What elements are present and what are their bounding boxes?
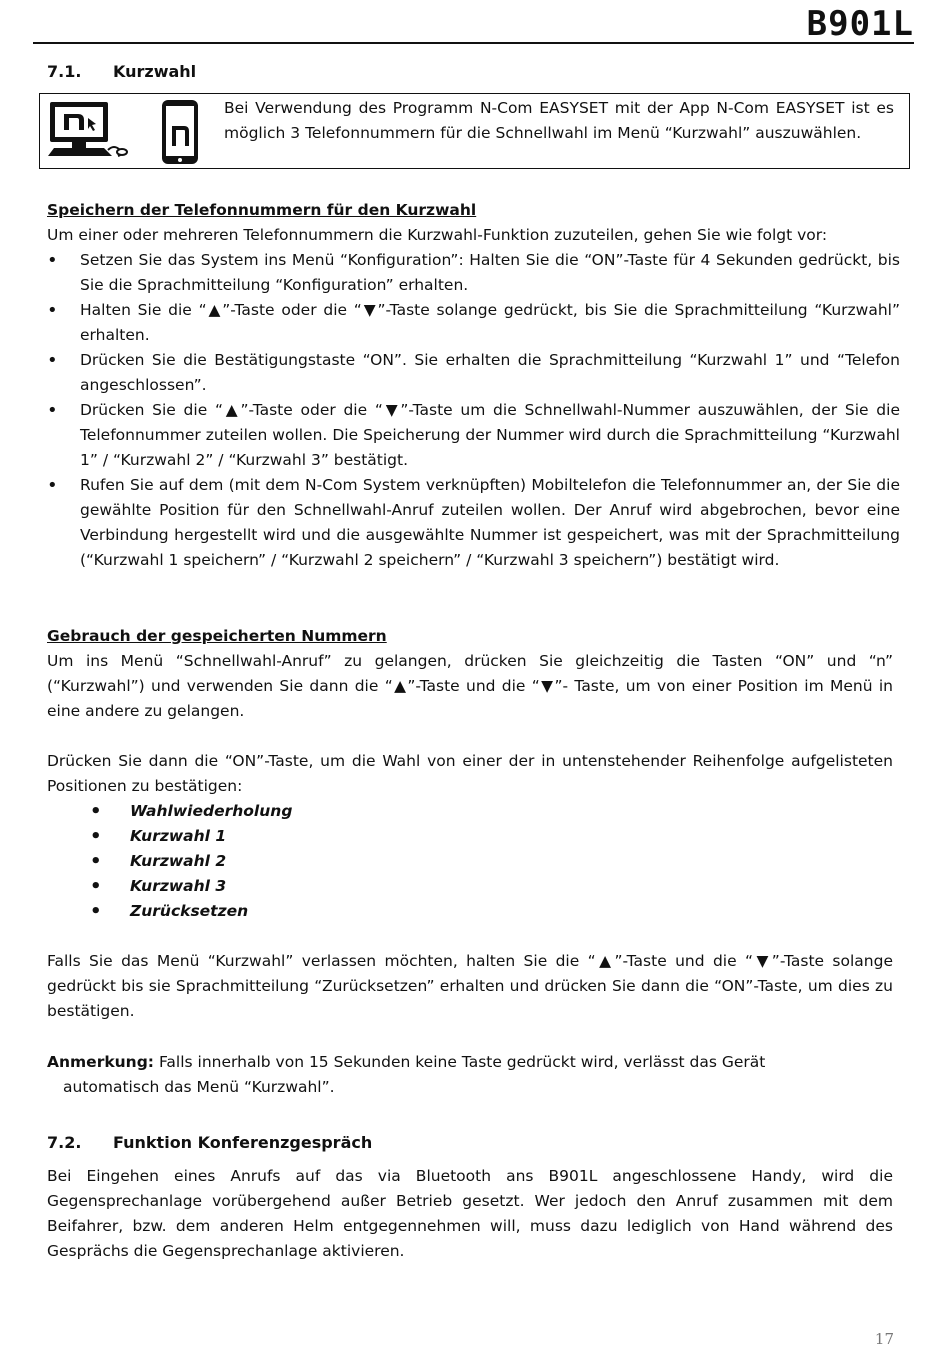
list-item: • Drücken Sie die Bestätigungstaste “ON”. Sie erhalten die Sprachmitteilung “Kurzwahl 1” und “Telefon angeschlossen”. [47, 348, 900, 398]
note [47, 1050, 893, 1100]
section-number: 7.1. [47, 62, 82, 81]
gebrauch-section [47, 624, 893, 724]
menu-item: • Wahlwiederholung [90, 799, 292, 824]
speichern-steps [47, 248, 900, 573]
intro-text: Bei Verwendung des Programm N-Com EASYSET mit der App N-Com EASYSET ist es möglich 3 Telefonnummern für die Schnellwahl im Menü “Kurzwahl” auszuwählen. [224, 99, 894, 142]
pc-phone-icon [48, 100, 218, 164]
list-item: • Setzen Sie das System ins Menü “Konfiguration”: Halten Sie die “ON”-Taste für 4 Sekunden gedrückt, bis Sie die Sprachmitteilung “Konfiguration” erhalten. [47, 248, 900, 298]
section-heading-7-2 [47, 1133, 372, 1152]
menu-list [90, 799, 292, 924]
app-icons [48, 100, 218, 164]
page-number: 17 [874, 1330, 894, 1348]
gebrauch-heading: Gebrauch der gespeicherten Nummern [47, 627, 387, 645]
section-heading-7-1 [47, 62, 196, 81]
note-label: Anmerkung: [47, 1053, 155, 1071]
section-number: 7.2. [47, 1133, 82, 1152]
note-text-continued: automatisch das Menü “Kurzwahl”. [63, 1078, 335, 1096]
speichern-heading: Speichern der Telefonnummern für den Kurzwahl [47, 201, 477, 219]
gebrauch-paragraph-1: Um ins Menü “Schnellwahl-Anruf” zu gelangen, drücken Sie gleichzeitig die Tasten “ON” und “n” (“Kurzwahl”) und verwenden Sie dann die “▲”-Taste und die “▼”- Taste, um von einer Position im Menü in eine andere zu gelangen. [47, 652, 893, 720]
section-title: Kurzwahl [113, 62, 197, 81]
menu-item: • Kurzwahl 2 [90, 849, 292, 874]
speichern-section [47, 198, 893, 248]
list-item: • Drücken Sie die “▲”-Taste oder die “▼”-Taste um die Schnellwahl-Nummer auszuwählen, der Sie die Telefonnummer zuteilen wollen. Die Speicherung der Nummer wird durch die Sprachmitteilung “Kurzwahl 1” / “Kurzwahl 2” / “Kurzwahl 3” bestätigt. [47, 398, 900, 473]
konferenz-paragraph: Bei Eingehen eines Anrufs auf das via Bluetooth ans B901L angeschlossene Handy, wird die Gegensprechanlage vorübergehend außer Betrieb gesetzt. Wer jedoch den Anruf zusammen mit dem Beifahrer, bzw. dem anderen Helm entgegennehmen will, muss dazu lediglich von Hand während des Gesprächs die Gegensprechanlage aktivieren. [47, 1167, 893, 1260]
speichern-lead: Um einer oder mehreren Telefonnummern die Kurzwahl-Funktion zuzuteilen, gehen Sie wie folgt vor: [47, 226, 828, 244]
gebrauch-paragraph-2: Drücken Sie dann die “ON”-Taste, um die Wahl von einer der in untenstehender Reihenfolge aufgelisteten Positionen zu bestätigen: [47, 752, 893, 795]
menu-item: • Zurücksetzen [90, 899, 292, 924]
section-title: Funktion Konferenzgespräch [113, 1133, 373, 1152]
header-rule [33, 42, 914, 44]
note-text: Falls innerhalb von 15 Sekunden keine Taste gedrückt wird, verlässt das Gerät [154, 1053, 766, 1071]
brand-logo: B901L [806, 4, 914, 44]
list-item: • Halten Sie die “▲”-Taste oder die “▼”-Taste solange gedrückt, bis Sie die Sprachmitteilung “Kurzwahl” erhalten. [47, 298, 900, 348]
info-box [39, 93, 910, 169]
menu-item: • Kurzwahl 3 [90, 874, 292, 899]
gebrauch-paragraph-3: Falls Sie das Menü “Kurzwahl” verlassen möchten, halten Sie die “▲”-Taste und die “▼”-Taste solange gedrückt bis sie Sprachmitteilung “Zurücksetzen” erhalten und drücken Sie dann die “ON”-Taste, um dies zu bestätigen. [47, 952, 893, 1020]
list-item: • Rufen Sie auf dem (mit dem N-Com System verknüpften) Mobiltelefon die Telefonnummer an, der Sie die gewählte Position für den Schnellwahl-Anruf zuteilen wollen. Der Anruf wird abgebrochen, bevor eine Verbindung hergestellt wird und die ausgewählte Nummer ist gespeichert, was mit der Sprachmitteilung (“Kurzwahl 1 speichern” / “Kurzwahl 2 speichern” / “Kurzwahl 3 speichern”) bestätigt wird. [47, 473, 900, 573]
menu-item: • Kurzwahl 1 [90, 824, 292, 849]
